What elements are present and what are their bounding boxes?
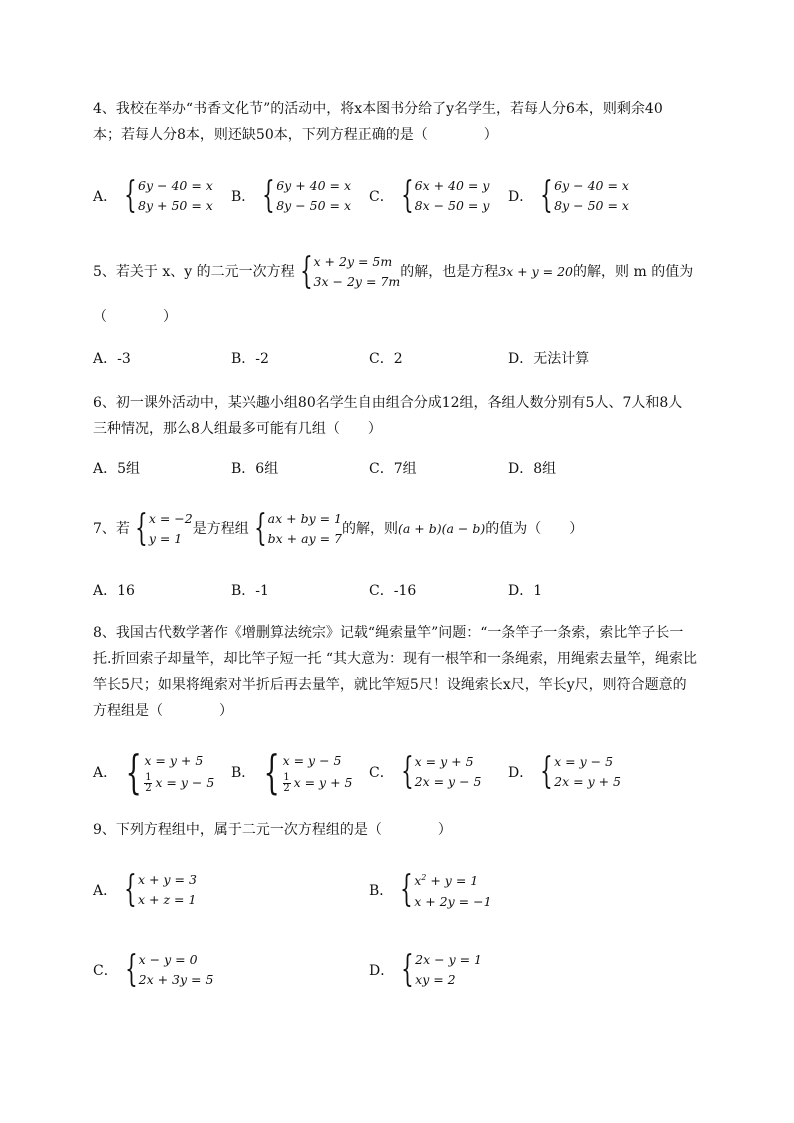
- question-9-options-row-1: [93, 868, 733, 912]
- brace-icon: {: [125, 745, 142, 799]
- brace-icon: {: [299, 251, 313, 292]
- brace-icon: {: [401, 949, 414, 990]
- q4-option-a[interactable]: A． { 6y − 40 = x 8y + 50 = x: [93, 175, 213, 216]
- q5-option-a[interactable]: A．-3: [93, 351, 131, 367]
- question-8-line-3: 竿长5尺；如果将绳索对半折后再去量竿，就比竿短5尺！设绳索长x尺，竿长y尺，则符合题意的: [93, 677, 687, 693]
- brace-icon: {: [400, 175, 414, 216]
- q7-option-d[interactable]: D．1: [508, 583, 543, 599]
- question-4-line-1: 4、我校在举办“书香文化节”的活动中，将x本图书分给了y名学生，若每人分6本，则剩余40: [93, 101, 663, 117]
- q5-option-b[interactable]: B．-2: [231, 351, 269, 367]
- q6-option-a[interactable]: A．5组: [93, 461, 141, 477]
- question-7: 7、若 { x = −2 y = 1 是方程组 { ax + by = 1 bx + ay = 7 的解，则 (a + b)(a − b) 的值为（ ）: [93, 508, 584, 549]
- question-9-options-row-2: [93, 948, 733, 992]
- question-5-options: [93, 346, 733, 372]
- question-5-line-2: （ ）: [93, 309, 177, 325]
- question-8-line-2: 托.折回索子却量竿，却比竿子短一托 “其大意为：现有一根竿和一条绳索，用绳索去量竿，绳索比: [93, 651, 698, 667]
- brace-icon: {: [253, 508, 267, 549]
- question-9: [93, 817, 743, 843]
- q9-option-a[interactable]: A． { x + y = 3 x + z = 1: [93, 869, 197, 910]
- q5-option-d[interactable]: D．无法计算: [508, 351, 590, 367]
- q9-option-c[interactable]: C． { x − y = 0 2x + 3y = 5: [93, 949, 214, 990]
- brace-icon: {: [540, 175, 553, 216]
- question-4-options: [93, 174, 733, 218]
- brace-icon: {: [124, 175, 137, 216]
- q4-option-d[interactable]: D． { 6y − 40 = x 8y − 50 = x: [508, 175, 629, 216]
- q7-option-a[interactable]: A．16: [93, 583, 135, 599]
- question-4: [93, 96, 743, 148]
- q8-option-a[interactable]: A． { x = y + 5 $\frac{1}{2}$ x = y − 5: [93, 745, 215, 799]
- q8-option-d[interactable]: D． { x = y − 5 2x = y + 5: [508, 751, 621, 792]
- q5-option-c[interactable]: C．2: [369, 351, 403, 367]
- question-5: 5、若关于 x、y 的二元一次方程 { x + 2y = 5m 3x − 2y = 7m 的解，也是方程 3x + y = 20 的解，则 m 的值为: [93, 251, 694, 292]
- q8-option-c[interactable]: C． { x = y + 5 2x = y − 5: [369, 751, 482, 792]
- q7-option-c[interactable]: C．-16: [369, 583, 417, 599]
- question-6: [93, 390, 743, 442]
- question-9-line-1: 9、下列方程组中，属于二元一次方程组的是（ ）: [93, 822, 452, 838]
- question-7-options: [93, 578, 733, 604]
- q8-option-b[interactable]: B． { x = y − 5 $\frac{1}{2}$ x = y + 5: [231, 745, 353, 799]
- q4-option-c[interactable]: C． { 6x + 40 = y 8x − 50 = y: [369, 175, 490, 216]
- brace-icon: {: [263, 745, 280, 799]
- q7-option-b[interactable]: B．-1: [231, 583, 269, 599]
- q9-option-b[interactable]: B． { $x^2 + y = 1$ x + 2y = −1: [369, 869, 492, 910]
- question-6-line-1: 6、初一课外活动中，某兴趣小组80名学生自由组合分成12组，各组人数分别有5人、7人和8人: [93, 395, 683, 411]
- brace-icon: {: [262, 175, 276, 216]
- question-6-options: [93, 456, 733, 482]
- brace-icon: {: [124, 949, 138, 990]
- q6-option-d[interactable]: D．8组: [508, 461, 557, 477]
- question-6-line-2: 三种情况，那么8人组最多可能有几组（ ）: [93, 421, 382, 437]
- brace-icon: {: [400, 869, 414, 910]
- q4-option-b[interactable]: B． { 6y + 40 = x 8y − 50 = x: [231, 175, 352, 216]
- brace-icon: {: [124, 869, 137, 910]
- brace-icon: {: [400, 751, 414, 792]
- question-4-line-2: 本；若每人分8本，则还缺50本，下列方程正确的是（ ）: [93, 127, 498, 143]
- question-8-line-1: 8、我国古代数学著作《增删算法统宗》记载“绳索量竿”问题：“一条竿子一条索，索比竿子长一: [93, 625, 684, 641]
- question-8-line-4: 方程组是（ ）: [93, 703, 233, 719]
- brace-icon: {: [135, 508, 148, 549]
- q6-option-c[interactable]: C．7组: [369, 461, 417, 477]
- question-8: [93, 620, 743, 724]
- question-8-options: [93, 744, 733, 800]
- q9-option-d[interactable]: D． { 2x − y = 1 xy = 2: [369, 949, 482, 990]
- brace-icon: {: [540, 751, 553, 792]
- q6-option-b[interactable]: B．6组: [231, 461, 279, 477]
